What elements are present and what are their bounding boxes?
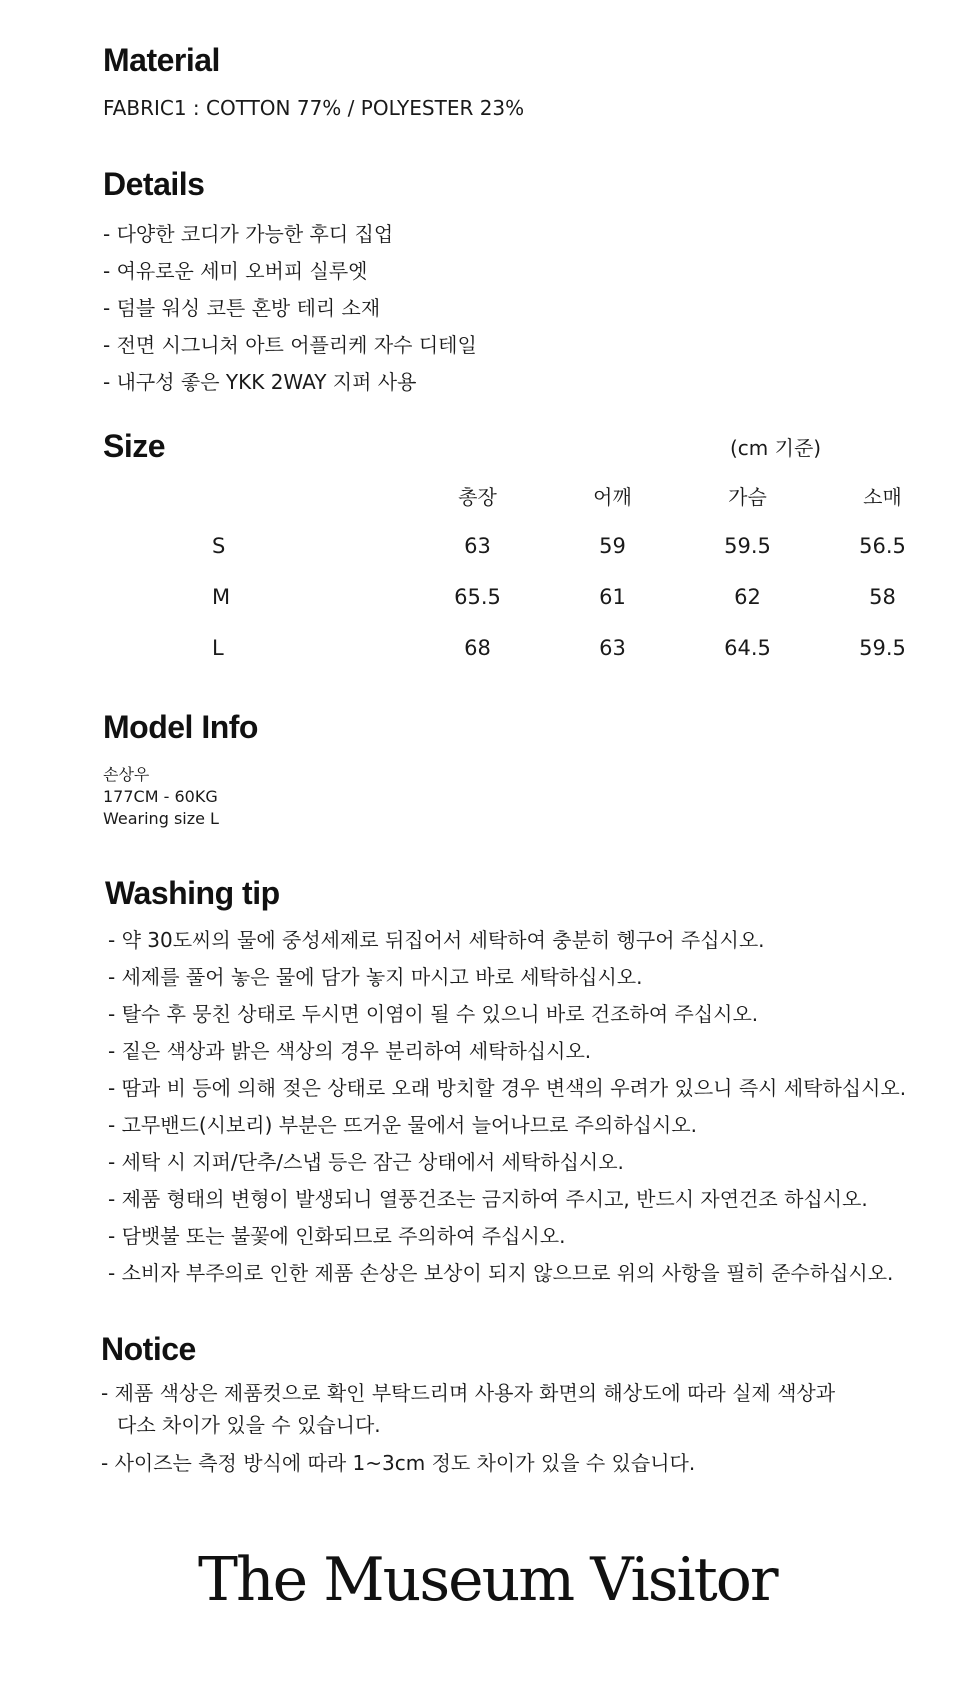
washing-tip-item: - 세탁 시 지퍼/단추/스냅 등은 잠근 상태에서 세탁하십시오. (108, 1150, 624, 1174)
washing-tip-title: Washing tip (105, 875, 280, 911)
washing-tip-item: - 짙은 색상과 밝은 색상의 경우 분리하여 세탁하십시오. (108, 1039, 592, 1063)
details-item: - 전면 시그니처 아트 어플리케 자수 디테일 (103, 333, 477, 357)
size-header-empty (100, 470, 410, 520)
size-row-label: L (212, 635, 224, 660)
notice-list (101, 1377, 835, 1479)
details-list (103, 216, 477, 401)
washing-tip-item: - 고무밴드(시보리) 부분은 뜨거운 물에서 늘어나므로 주의하십시오. (108, 1113, 697, 1137)
washing-tip-item: - 제품 형태의 변형이 발생되니 열풍건조는 금지하여 주시고, 반드시 자연건조 하십시오. (108, 1187, 868, 1211)
size-cell: 59.5 (724, 533, 771, 558)
size-cell: 58 (869, 584, 896, 609)
size-cell: 61 (599, 584, 626, 609)
details-item: - 덤블 워싱 코튼 혼방 테리 소재 (103, 296, 381, 320)
washing-tip-item: - 담뱃불 또는 불꽃에 인화되므로 주의하여 주십시오. (108, 1224, 566, 1248)
size-header-cell: 어깨 (593, 484, 632, 509)
size-cell: 62 (734, 584, 761, 609)
size-table (100, 470, 950, 673)
washing-tip-item: - 세제를 풀어 놓은 물에 담가 놓지 마시고 바로 세탁하십시오. (108, 965, 643, 989)
size-unit-note: (cm 기준) (730, 436, 822, 460)
size-cell: 63 (464, 533, 491, 558)
notice-title: Notice (101, 1331, 196, 1367)
size-header-cell: 가슴 (728, 484, 767, 509)
size-row-label: S (212, 533, 226, 558)
size-cell: 59 (599, 533, 626, 558)
model-measurements: 177CM - 60KG (103, 787, 218, 806)
size-row (100, 622, 950, 673)
washing-tip-item: - 약 30도씨의 물에 중성세제로 뒤집어서 세탁하여 충분히 헹구어 주십시오. (108, 928, 765, 952)
size-cell: 64.5 (724, 635, 771, 660)
size-table-header (100, 470, 950, 520)
size-cell: 59.5 (859, 635, 906, 660)
size-cell: 56.5 (859, 533, 906, 558)
model-info-block (103, 764, 219, 830)
notice-item: - 사이즈는 측정 방식에 따라 1~3cm 정도 차이가 있을 수 있습니다. (101, 1451, 696, 1475)
washing-tip-list (108, 922, 906, 1292)
washing-tip-item: - 탈수 후 뭉친 상태로 두시면 이염이 될 수 있으니 바로 건조하여 주십시오. (108, 1002, 759, 1026)
size-cell: 68 (464, 635, 491, 660)
details-item: - 여유로운 세미 오버피 실루엣 (103, 259, 368, 283)
size-cell: 65.5 (454, 584, 501, 609)
washing-tip-item: - 소비자 부주의로 인한 제품 손상은 보상이 되지 않으므로 위의 사항을 필히 준수하십시오. (108, 1261, 894, 1285)
size-row (100, 520, 950, 571)
size-header-cell: 소매 (863, 484, 902, 509)
material-text: FABRIC1 : COTTON 77% / POLYESTER 23% (103, 96, 525, 120)
size-title: Size (103, 428, 166, 464)
details-item: - 내구성 좋은 YKK 2WAY 지퍼 사용 (103, 370, 417, 394)
washing-tip-item: - 땀과 비 등에 의해 젖은 상태로 오래 방치할 경우 변색의 우려가 있으니 즉시 세탁하십시오. (108, 1076, 907, 1100)
details-title: Details (103, 166, 205, 202)
size-header-cell: 총장 (458, 484, 497, 509)
notice-item-continued: 다소 차이가 있을 수 있습니다. (117, 1413, 381, 1437)
model-wearing-size: Wearing size L (103, 809, 219, 828)
material-title: Material (103, 42, 220, 78)
size-row-label: M (212, 584, 231, 609)
size-row (100, 571, 950, 622)
model-info-title: Model Info (103, 709, 258, 745)
model-name: 손상우 (103, 765, 150, 784)
details-item: - 다양한 코디가 가능한 후디 집업 (103, 222, 394, 246)
size-cell: 63 (599, 635, 626, 660)
brand-logo: The Museum Visitor (198, 1545, 777, 1615)
notice-item: - 제품 색상은 제품컷으로 확인 부탁드리며 사용자 화면의 해상도에 따라 실제 색상과 (101, 1381, 836, 1405)
